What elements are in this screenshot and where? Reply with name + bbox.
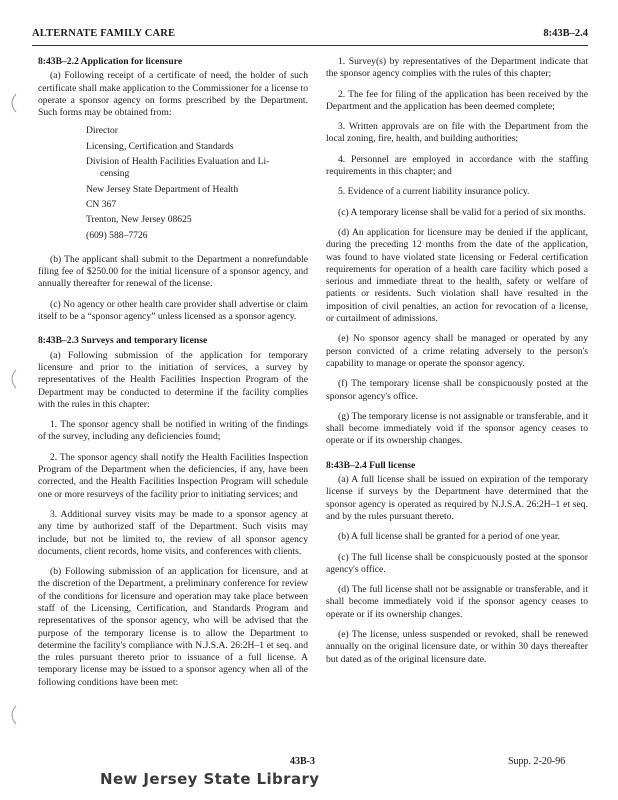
paragraph-2-3-b-4: 4. Personnel are employed in accordance with the staffing requirements in this chapter; and bbox=[326, 153, 588, 178]
paragraph-2-4-a: (a) A full license shall be issued on expiration of the temporary license if surveys by the Department have determined that the sponsor agency is operated as required by N.J.S.A. 26:2H–1 et seq. and by the rules pursuant thereto. bbox=[326, 474, 588, 522]
address-line: Licensing, Certification and Standards bbox=[86, 140, 234, 152]
paragraph-2-3-g: (g) The temporary license is not assignable or transferable, and it shall become immediately void if the sponsor agency ceases to operate or if its ownership changes. bbox=[326, 410, 588, 447]
paragraph-2-3-e: (e) No sponsor agency shall be managed or operated by any person convicted of a crime relating adversely to the person's capability to manage or operate the sponsor agency. bbox=[326, 333, 588, 369]
paragraph-2-3-b-1: 1. Survey(s) by representatives of the Department indicate that the sponsor agency complies with the rules of this chapter; bbox=[326, 56, 588, 80]
page-number: 43B-3 bbox=[290, 756, 315, 767]
address-line: New Jersey State Department of Health bbox=[86, 183, 239, 195]
paragraph-2-3-b-2: 2. The fee for filing of the application has been received by the Department and the application has been deemed complete; bbox=[326, 88, 588, 112]
section-heading-2-2: 8:43B–2.2 Application for licensure bbox=[38, 56, 183, 67]
address-line: Trenton, New Jersey 08625 bbox=[86, 214, 192, 226]
paragraph-2-4-e: (e) The license, unless suspended or revoked, shall be renewed annually on the original licensure date, or within 30 days thereafter but dated as of the original licensure date. bbox=[326, 628, 588, 665]
binding-hole-mark-icon bbox=[6, 704, 20, 726]
header-rule bbox=[32, 45, 588, 46]
header-title: ALTERNATE FAMILY CARE bbox=[32, 28, 176, 39]
paragraph-2-2-c: (c) No agency or other health care provider shall advertise or claim itself to be a “sponsor agency” unless licensed as a sponsor agency. bbox=[38, 298, 308, 323]
address-line bbox=[86, 156, 308, 168]
header-section-number: 8:43B–2.4 bbox=[543, 28, 588, 39]
paragraph-2-4-b: (b) A full license shall be granted for a period of one year. bbox=[338, 531, 560, 543]
paragraph-2-3-a-2: 2. The sponsor agency shall notify the Health Facilities Inspection Program of the Department when the deficiencies, if any, have been corrected, and the Health Facilities Inspection Program will schedule one or more resurveys of the facility prior to initiating services; and bbox=[38, 451, 308, 500]
paragraph-2-3-f: (f) The temporary license shall be conspicuously posted at the sponsor agency's office. bbox=[326, 378, 588, 402]
library-stamp: New Jersey State Library bbox=[100, 770, 320, 788]
running-header bbox=[32, 28, 588, 46]
binding-hole-mark-icon bbox=[6, 92, 20, 114]
paragraph-2-3-b: (b) Following submission of an application for licensure, and at the discretion of the Department, a preliminary conference for review of the conditions for licensure and operation may take place between staff of the Licensing, Certification, and Standards Program and representatives of the sponsor agency, who will be advised that the purpose of the temporary license is to allow the Department to determine the facility's compliance with N.J.S.A. 26:2H–1 et seq. and the rules pursuant thereto prior to issuance of a full license. A temporary license may be issued to a sponsor agency when all of the following conditions have been met: bbox=[38, 566, 308, 688]
address-line: Director bbox=[86, 125, 118, 137]
paragraph-2-3-a-3: 3. Additional survey visits may be made to a sponsor agency at any time by authorized staff of the Department. Such visits may include, but not be limited to, the review of all sponsor agency documents, client records, home visits, and conferences with clients. bbox=[38, 508, 308, 557]
paragraph-2-3-b-5: 5. Evidence of a current liability insurance policy. bbox=[338, 186, 530, 198]
paragraph-2-3-b-3: 3. Written approvals are on file with the Department from the local zoning, fire, health, and building authorities; bbox=[326, 121, 588, 145]
section-heading-2-4: 8:43B–2.4 Full license bbox=[326, 459, 416, 471]
paragraph-2-3-d: (d) An application for licensure may be denied if the applicant, during the preceding 12 months from the date of the application, was found to have violated state licensing or Federal certification requirements for operation of a health care facility which posed a serious and immediate threat to the health, safety or welfare of patients or residents. Such violation shall have resulted in the imposition of civil penalties, an action for revocation of a license, or curtailment of admissions. bbox=[326, 226, 588, 325]
right-column bbox=[326, 56, 588, 674]
address-line-part: Division of Health Facilities Evaluation and Li- bbox=[86, 156, 270, 168]
address-block bbox=[86, 125, 308, 241]
paragraph-2-3-c: (c) A temporary license shall be valid for a period of six months. bbox=[338, 206, 586, 218]
paragraph-2-4-d: (d) The full license shall not be assignable or transferable, and it shall become immediately void if the sponsor agency ceases to operate or if its ownership changes. bbox=[326, 584, 588, 620]
address-line: (609) 588–7726 bbox=[86, 229, 148, 241]
paragraph-2-3-a-1: 1. The sponsor agency shall be notified in writing of the findings of the survey, including any deficiencies found; bbox=[38, 419, 308, 443]
section-heading-2-3: 8:43B–2.3 Surveys and temporary license bbox=[38, 335, 208, 347]
paragraph-2-2-b: (b) The applicant shall submit to the Department a nonrefundable filing fee of $250.00 for the initial licensure of a sponsor agency, and annually thereafter for renewal of the license. bbox=[38, 253, 308, 290]
address-line: censing bbox=[100, 168, 130, 180]
supplement-date: Supp. 2-20-96 bbox=[508, 756, 566, 767]
binding-hole-mark-icon bbox=[6, 368, 20, 390]
paragraph-2-2-a: (a) Following receipt of a certificate of need, the holder of such certificate shall make application to the Commissioner for a license to operate a sponsor agency on forms prescribed by the Department. Such forms may be obtained from: bbox=[38, 70, 308, 119]
paragraph-2-3-a: (a) Following submission of the application for temporary licensure and prior to the initiation of services, a survey by representatives of the Health Facilities Inspection Program of the Department may be conducted to determine if the facility complies with the rules in this chapter: bbox=[38, 349, 308, 410]
left-column bbox=[38, 56, 308, 697]
address-line: CN 367 bbox=[86, 198, 117, 210]
paragraph-2-4-c: (c) The full license shall be conspicuously posted at the sponsor agency's office. bbox=[326, 551, 588, 575]
